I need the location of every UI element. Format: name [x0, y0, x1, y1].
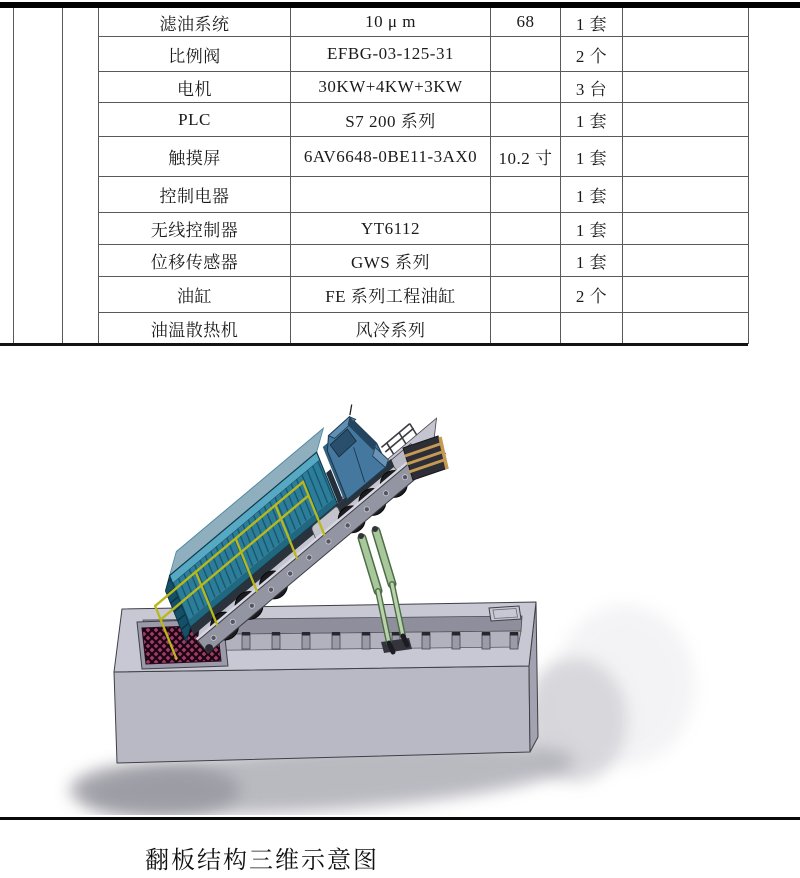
table-cell-spec — [291, 177, 491, 213]
figure-3d-render — [0, 390, 800, 815]
table-cell-spec: 6AV6648-0BE11-3AX0 — [291, 137, 491, 177]
table-cell-spec: 风冷系列 — [291, 313, 491, 344]
table-cell-spec: 10 μ m — [291, 8, 491, 37]
table-cell-param: 68 — [491, 8, 561, 37]
table-cell-param — [491, 37, 561, 72]
table-cell-spec: 30KW+4KW+3KW — [291, 72, 491, 103]
table-cell-spec: GWS 系列 — [291, 245, 491, 277]
table-cell-qty: 3 台 — [561, 72, 623, 103]
table-cell-item: 位移传感器 — [99, 245, 291, 277]
table-cell-qty: 1 套 — [561, 213, 623, 245]
table-cell-item: 油缸 — [99, 277, 291, 313]
table-cell-note — [623, 277, 749, 313]
table-cell-param — [491, 103, 561, 137]
table-cell-spec: FE 系列工程油缸 — [291, 277, 491, 313]
table-cell-param — [491, 72, 561, 103]
cab-mirror — [347, 404, 354, 415]
table-cell-spec: S7 200 系列 — [291, 103, 491, 137]
table-cell-note — [623, 72, 749, 103]
table-cell-item: 控制电器 — [99, 177, 291, 213]
table-cell-item: 无线控制器 — [99, 213, 291, 245]
table-cell-note — [623, 8, 749, 37]
table-bottom-rule — [0, 343, 748, 346]
figure-top-rule — [0, 817, 800, 820]
table-cell-item: 比例阀 — [99, 37, 291, 72]
table-empty-col-a — [14, 8, 63, 344]
table-cell-note — [623, 245, 749, 277]
table-cell-item: PLC — [99, 103, 291, 137]
table-cell-item: 油温散热机 — [99, 313, 291, 344]
table-cell-param — [491, 177, 561, 213]
figure-caption: 翻板结构三维示意图 — [145, 848, 379, 874]
table-cell-qty: 2 个 — [561, 37, 623, 72]
table-cell-note — [623, 213, 749, 245]
table-cell-qty: 2 个 — [561, 277, 623, 313]
table-cell-param — [491, 245, 561, 277]
table-cell-item: 滤油系统 — [99, 8, 291, 37]
table-cell-param: 10.2 寸 — [491, 137, 561, 177]
table-cell-qty: 1 套 — [561, 177, 623, 213]
table-empty-col-b — [63, 8, 99, 344]
table-cell-param — [491, 277, 561, 313]
table-cell-qty: 1 套 — [561, 245, 623, 277]
table-cell-note — [623, 177, 749, 213]
base-top-plate — [489, 606, 521, 621]
table-cell-qty: 1 套 — [561, 8, 623, 37]
component-table — [13, 8, 749, 344]
table-cell-param — [491, 313, 561, 344]
table-cell-note — [623, 137, 749, 177]
table-cell-note — [623, 313, 749, 344]
base-front-face — [114, 666, 530, 763]
table-cell-param — [491, 213, 561, 245]
table-cell-note — [623, 37, 749, 72]
table-cell-qty — [561, 313, 623, 344]
table-cell-qty: 1 套 — [561, 103, 623, 137]
table-cell-qty: 1 套 — [561, 137, 623, 177]
table-cell-spec: YT6112 — [291, 213, 491, 245]
table-cell-item: 电机 — [99, 72, 291, 103]
table-cell-note — [623, 103, 749, 137]
table-cell-spec: EFBG-03-125-31 — [291, 37, 491, 72]
table-cell-item: 触摸屏 — [99, 137, 291, 177]
